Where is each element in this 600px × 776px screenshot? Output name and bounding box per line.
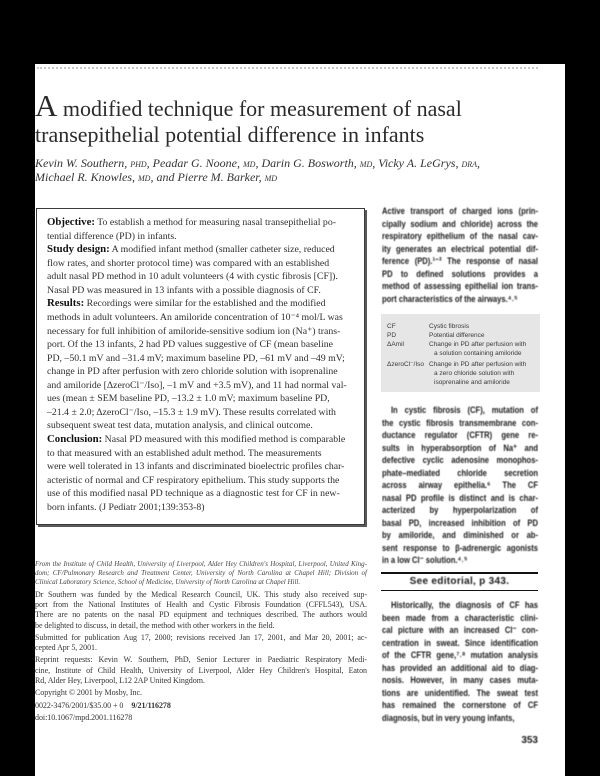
abbreviation-term: ΔAmil <box>387 340 404 348</box>
editorial-rule-top <box>381 572 538 574</box>
abstract-line-text: A modified infant method (smaller catheter size, reduced <box>111 244 335 256</box>
body-line: nasal PD profile is distinct and is char- <box>382 491 538 503</box>
abbreviation-term: CF <box>387 322 396 330</box>
author-separator: , <box>372 156 376 170</box>
abstract-line: use of this modified nasal PD technique as a diagnostic test for CF in new- <box>47 488 340 500</box>
body-line: has provided an additional aid to diag- <box>382 661 538 673</box>
page-number: 353 <box>521 735 538 746</box>
definition-line: isoprenaline and amiloride <box>434 378 510 386</box>
author-name: Vicky A. LeGrys, <box>378 156 459 170</box>
copyright-note <box>35 688 367 698</box>
abbreviation-term: ΔzeroCl⁻/Iso <box>387 360 425 368</box>
definition-line: a solution containing amiloride <box>434 349 522 357</box>
abstract-line: adult nasal PD method in 10 adult volunteers (4 with cystic fibrosis [CF]). <box>47 271 338 283</box>
abstract-label-conclusion: Conclusion: <box>47 433 103 445</box>
body-line: sent response to β-adrenergic agonists <box>382 541 538 553</box>
abstract-line-text: To establish a method for measuring nasal transepithelial po- <box>97 217 336 228</box>
definition-line: Change in PD after perfusion with <box>429 340 527 348</box>
issn-text: 0022-3476/2001/$35.00 + 0 <box>35 700 124 710</box>
article-title-line-2: transepithelial potential difference in infants <box>35 122 425 147</box>
body-line: has remained the cornerstone of CF <box>382 699 538 710</box>
definition-line: Change in PD after perfusion with <box>429 360 527 368</box>
affiliation-note <box>35 560 367 588</box>
cf-paragraph <box>382 404 538 567</box>
footnote-line: cine, Institute of Child Health, University of Liverpool, Alder Hey Children's Hospital, Eaton <box>35 665 367 675</box>
abstract-citation-line: born infants. (J Pediatr 2001;139:353-8) <box>47 501 205 513</box>
footnote-line: Rd, Alder Hey, Liverpool, L12 2AP United Kingdom. <box>35 675 205 685</box>
author-degree: md <box>137 172 151 184</box>
copyright-text: Copyright © 2001 by Mosby, Inc. <box>35 688 142 698</box>
title-dotted-rule <box>37 67 538 69</box>
footnote-line: cepted Apr 5, 2001. <box>35 643 97 653</box>
doi-text: doi:10.1067/mpd.2001.116278 <box>35 712 133 722</box>
intro-paragraph <box>382 205 538 305</box>
body-line: basal PD, increased inhibition of PD <box>382 516 538 528</box>
footnotes <box>35 560 367 723</box>
body-line: in a low Cl⁻ solution.⁴˒⁵ <box>382 554 468 565</box>
author-separator: , and <box>150 170 175 184</box>
abstract-label-objective: Objective: <box>47 216 95 228</box>
abbreviation-row <box>381 331 540 340</box>
author-name: Michael R. Knowles, <box>35 170 135 184</box>
abstract-line: Nasal PD was measured in 13 infants with a possible diagnosis of CF. <box>47 284 321 296</box>
abstract-line: tential difference (PD) in infants. <box>47 230 177 242</box>
author-line-2 <box>35 170 277 184</box>
funding-note <box>35 590 367 631</box>
abbreviation-definition <box>429 331 485 340</box>
body-line: nosis. However, in many cases muta- <box>382 674 538 685</box>
definition-line: Cystic fibrosis <box>429 322 470 330</box>
body-line: diagnosis, but in very young infants, <box>382 711 515 723</box>
abstract-line: ues (mean ± SEM baseline PD, –13.2 ± 1.0 mV; maximum baseline PD, <box>47 393 330 405</box>
footnote-line: From the Institute of Child Health, University of Liverpool, Alder Hey Children's Hospital, Liverpool, United King- <box>35 560 367 568</box>
abstract-line: acteristic of normal and CF respiratory epithelium. This study supports the <box>47 474 340 486</box>
author-separator: , <box>255 156 259 170</box>
abbreviation-row <box>381 360 540 387</box>
abstract-line <box>47 216 347 230</box>
abstract-line-text: Recordings were similar for the established and the modified <box>86 298 326 310</box>
abstract-line: necessary for full inhibition of amiloride-sensitive sodium ion (Na⁺) trans- <box>47 325 341 337</box>
abbreviation-row <box>381 340 540 358</box>
author-degree: md <box>243 158 256 170</box>
author-degree: phd <box>130 158 147 170</box>
body-line: method of assessing epithelial ion trans- <box>382 280 538 291</box>
issn-note <box>35 701 367 711</box>
abbreviation-term: PD <box>387 331 397 339</box>
abstract-label-study-design: Study design: <box>47 243 110 256</box>
body-line: centration in sweat. Since identification <box>382 636 538 648</box>
abbreviations-box <box>381 314 540 392</box>
abstract-line: were well tolerated in 13 infants and discriminated bioelectric profiles char- <box>47 461 345 473</box>
author-name: Pierre M. Barker, <box>177 170 262 184</box>
body-line: In cystic fibrosis (CF), mutation of <box>390 404 538 415</box>
abstract-line: change in PD after perfusion with zero chloride solution with isoprenaline <box>47 366 338 378</box>
article-title-line-1 <box>35 88 462 123</box>
body-line: PD to defined solutions provides a <box>382 267 538 279</box>
body-line: defective cyclic adenosine monophos- <box>382 454 538 465</box>
body-line: Historically, the diagnosis of CF has <box>390 599 538 610</box>
title-text-1: modified technique for measurement of nasal <box>62 96 462 121</box>
footnote-line: Reprint requests: Kevin W. Southern, PhD, Senior Lecturer in Paediatric Respiratory Medi- <box>35 655 367 665</box>
reprint-requests-note <box>35 655 367 686</box>
body-line: the cystic fibrosis transmembrane con- <box>382 416 538 428</box>
body-line: port characteristics of the airways.⁴˒⁵ <box>382 292 518 304</box>
abstract-line: and amiloride [ΔzeroCl⁻/Iso], –1 mV and +3.5 mV), and 11 had normal val- <box>47 379 347 391</box>
submission-dates-note <box>35 633 367 654</box>
definition-line: Potential difference <box>429 331 485 339</box>
footnote-line: Submitted for publication Aug 17, 2000; revisions received Jan 17, 2001, and Mar 20, 2001; ac- <box>35 632 367 642</box>
abstract-line: flow rates, and shorter protocol time) was compared with an established <box>47 257 330 269</box>
abstract-line: to that measured with an established adult method. The measurements <box>47 447 322 459</box>
history-paragraph <box>382 599 538 724</box>
abbreviation-row <box>381 322 540 331</box>
abstract-line: subsequent sweat test data, mutation analysis, and clinical outcome. <box>47 420 313 432</box>
body-line: ference (PD).¹⁻³ The response of nasal <box>382 255 538 266</box>
body-line: ductance regulator (CFTR) gene re- <box>382 429 538 440</box>
issn-line <box>35 701 367 711</box>
abstract-label-results: Results: <box>47 297 85 310</box>
author-name: Peadar G. Noone, <box>152 156 240 170</box>
author-separator: , <box>477 156 481 170</box>
abbreviation-definition <box>429 360 526 387</box>
abstract-line: –21.4 ± 2.0; ΔzeroCl⁻/Iso, –15.3 ± 1.9 mV). These results correlated with <box>47 406 336 418</box>
body-line: phate–mediated chloride secretion <box>382 466 538 478</box>
author-line-1 <box>35 156 480 170</box>
author-degree: dra <box>461 158 478 170</box>
editorial-note: See editorial, p 343. <box>409 576 510 587</box>
title-initial: A <box>35 88 58 123</box>
footnote-line: port from the National Institutes of Health and Cystic Fibrosis Foundation (CFFL543), USA. <box>35 599 367 609</box>
body-line: tions are unidentified. The sweat test <box>382 686 538 698</box>
footnote-line: Dr Southern was funded by the Medical Research Council, UK. This study also received sup- <box>35 589 367 599</box>
body-line: Active transport of charged ions (prin- <box>382 205 538 216</box>
author-name: Darin G. Bosworth, <box>261 156 357 170</box>
author-degree: md <box>264 172 278 184</box>
author-separator: , <box>146 156 150 170</box>
body-line: by amiloride, and diminished or ab- <box>382 529 538 540</box>
body-line: respiratory epithelium of the nasal cav- <box>382 230 538 241</box>
abstract-line <box>47 243 347 257</box>
footnote-line: Clinical Laboratory Science, School of Medicine, University of North Carolina at Chapel Hill. <box>35 578 301 587</box>
article-code: 9/21/116278 <box>131 700 171 710</box>
footnote-line: be delighted to discuss, in detail, the method with other workers in the field. <box>35 620 275 630</box>
abstract-line: methods in adult volunteers. An amiloride concentration of 10⁻⁴ mol/L was <box>47 311 343 323</box>
abstract-line: port. Of the 13 infants, 2 had PD values suggestive of CF (mean baseline <box>47 339 333 351</box>
abstract-line-text: Nasal PD measured with this modified method is comparable <box>104 434 346 445</box>
footnote-line: There are no patents on the nasal PD equipment and techniques described. The authors would <box>35 610 367 620</box>
body-line: across airway epithelia.⁶ The CF <box>382 479 538 490</box>
body-line: ity generates an electrical potential dif- <box>382 242 538 254</box>
abstract-line <box>47 297 347 311</box>
body-line: sults in hyperabsorption of Na⁺ and <box>382 441 538 453</box>
footnote-line: dom; CF/Pulmonary Research and Treatment Center, University of North Carolina at Chapel Hill; Division of <box>35 569 367 578</box>
body-line: been made from a characteristic clini- <box>382 611 538 623</box>
body-line: acterized by hyperpolarization of <box>382 504 538 515</box>
doi-note <box>35 713 367 723</box>
abstract-line: PD, –50.1 mV and –31.4 mV; maximum baseline PD, –61 mV and –49 mV; <box>47 352 345 364</box>
abstract-text <box>47 216 347 514</box>
definition-line: a zero chloride solution with <box>434 369 515 377</box>
abbreviation-definition <box>429 340 526 358</box>
abbreviation-definition <box>429 322 469 331</box>
editorial-rule-bottom <box>381 590 538 592</box>
author-degree: md <box>359 158 373 170</box>
body-line: cipally sodium and chloride) across the <box>382 217 538 229</box>
body-line: of the CFTR gene,⁷˒⁸ mutation analysis <box>382 649 538 660</box>
body-line: cal picture with an increased Cl⁻ con- <box>382 624 538 635</box>
author-name: Kevin W. Southern, <box>35 156 128 170</box>
abstract-line <box>47 433 347 447</box>
